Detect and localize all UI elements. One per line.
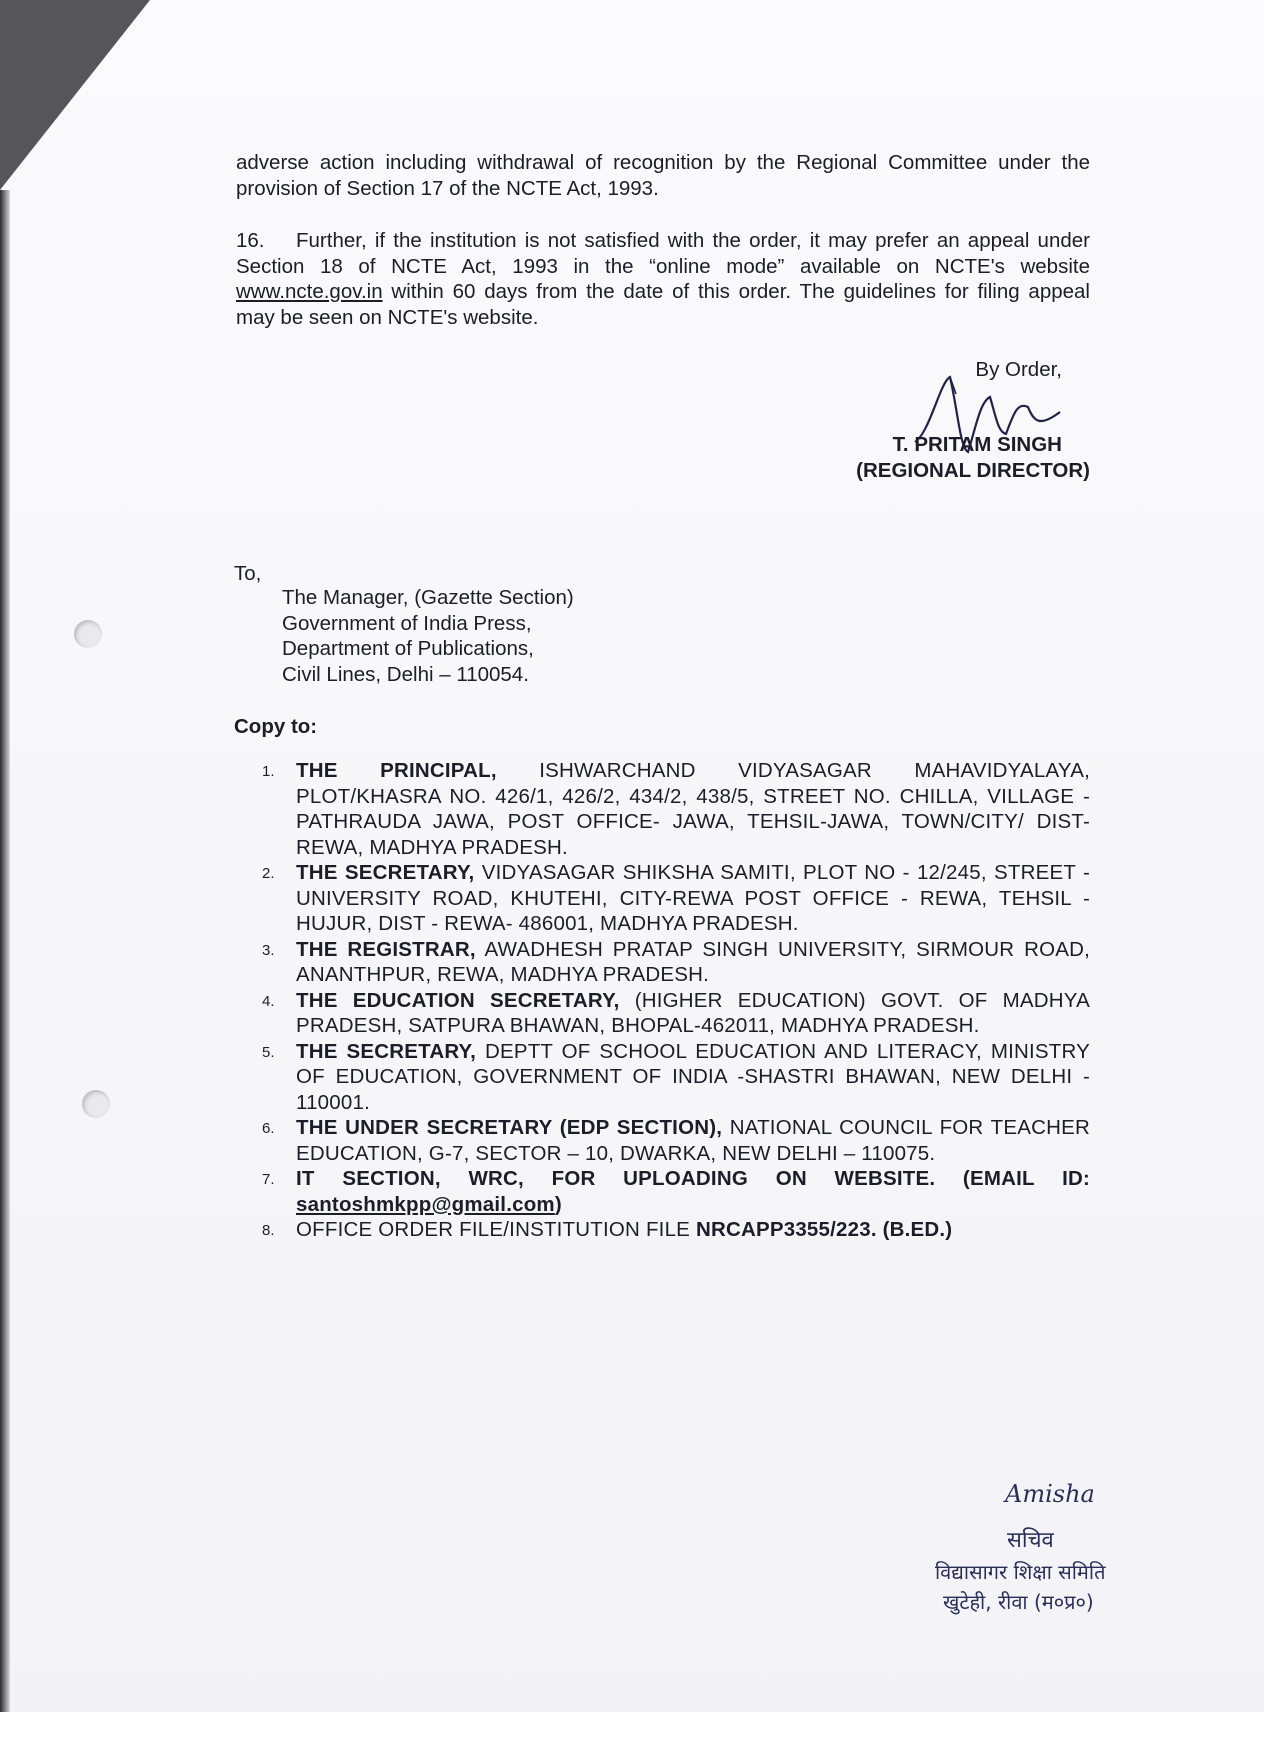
list-item: 5. THE SECRETARY, DEPTT OF SCHOOL EDUCATION AND LITERACY, MINISTRY OF EDUCATION, GOVERNMENT OF INDIA -SHASTRI BHAWAN, NEW DELHI - 110001. [262, 1039, 1090, 1114]
folded-corner [0, 0, 150, 190]
address-line: Department of Publications, [282, 637, 534, 660]
list-item: 6. THE UNDER SECRETARY (EDP SECTION), NATIONAL COUNCIL FOR TEACHER EDUCATION, G-7, SECTOR – 10, DWARKA, NEW DELHI – 110075. [262, 1116, 1090, 1165]
paragraph-16-text-end: within 60 days from the date of this order. The guidelines for filing appeal may be seen on NCTE's website. [236, 280, 1090, 329]
email-link[interactable]: santoshmkpp@gmail.com [296, 1192, 555, 1216]
address-line: The Manager, (Gazette Section) [282, 586, 574, 609]
to-label: To, [234, 562, 262, 585]
punch-hole [74, 620, 102, 648]
paragraph-number: 16. [236, 229, 265, 252]
list-item: 7. IT SECTION, WRC, FOR UPLOADING ON WEBSITE. (EMAIL ID: santoshmkpp@gmail.com) [262, 1167, 1090, 1216]
list-item: 3. THE REGISTRAR, AWADHESH PRATAP SINGH UNIVERSITY, SIRMOUR ROAD, ANANTHPUR, REWA, MADHYA PRADESH. [262, 937, 1090, 986]
by-order-label: By Order, [975, 358, 1062, 381]
paragraph-16 [236, 228, 1090, 330]
copy-to-label: Copy to: [234, 715, 318, 738]
list-item: 1. THE PRINCIPAL, ISHWARCHAND VIDYASAGAR MAHAVIDYALAYA, PLOT/KHASRA NO. 426/1, 426/2, 434/2, 438/5, STREET NO. CHILLA, VILLAGE - PATHRAUDA JAWA, POST OFFICE- JAWA, TEHSIL-JAWA, TOWN/CITY/ DIST-REWA, MADHYA PRADESH. [262, 759, 1090, 859]
address-line: Government of India Press, [282, 611, 532, 635]
stamp-line: सचिव [1007, 1528, 1054, 1553]
paragraph-continued: adverse action including withdrawal of recognition by the Regional Committee under the provision of Section 17 of the NCTE Act, 1993. [236, 151, 1090, 200]
page-edge-shadow [0, 190, 10, 1720]
address-line: Civil Lines, Delhi – 110054. [282, 662, 529, 686]
paragraph-16-text: Further, if the institution is not satisfied with the order, it may prefer an appeal under Section 18 of NCTE Act, 1993 in the “online mode” available on NCTE's website [236, 229, 1090, 278]
stamp-line: विद्यासागर शिक्षा समिति [935, 1560, 1106, 1584]
list-item: 2. THE SECRETARY, VIDYASAGAR SHIKSHA SAMITI, PLOT NO - 12/245, STREET - UNIVERSITY ROAD, KHUTEHI, CITY-REWA POST OFFICE - REWA, TEHSIL - HUJUR, DIST - REWA- 486001, MADHYA PRADESH. [262, 861, 1090, 935]
scan-bottom-margin [0, 1712, 1264, 1753]
list-item: 4. THE EDUCATION SECRETARY, (HIGHER EDUCATION) GOVT. OF MADHYA PRADESH, SATPURA BHAWAN, BHOPAL-462011, MADHYA PRADESH. [262, 988, 1090, 1037]
punch-hole [82, 1090, 110, 1118]
signatory-title: (REGIONAL DIRECTOR) [856, 459, 1090, 482]
stamp-line: खुटेही, रीवा (म०प्र०) [943, 1590, 1094, 1614]
ncte-website-link[interactable]: www.ncte.gov.in [236, 280, 383, 303]
stamp-signature: Amisha [1005, 1480, 1095, 1508]
copy-to-list [262, 758, 1090, 1243]
recipient-address [282, 585, 574, 687]
list-item: 8. OFFICE ORDER FILE/INSTITUTION FILE NRCAPP3355/223. (B.ED.) [262, 1218, 953, 1241]
signatory-name: T. PRITAM SINGH [892, 433, 1062, 456]
